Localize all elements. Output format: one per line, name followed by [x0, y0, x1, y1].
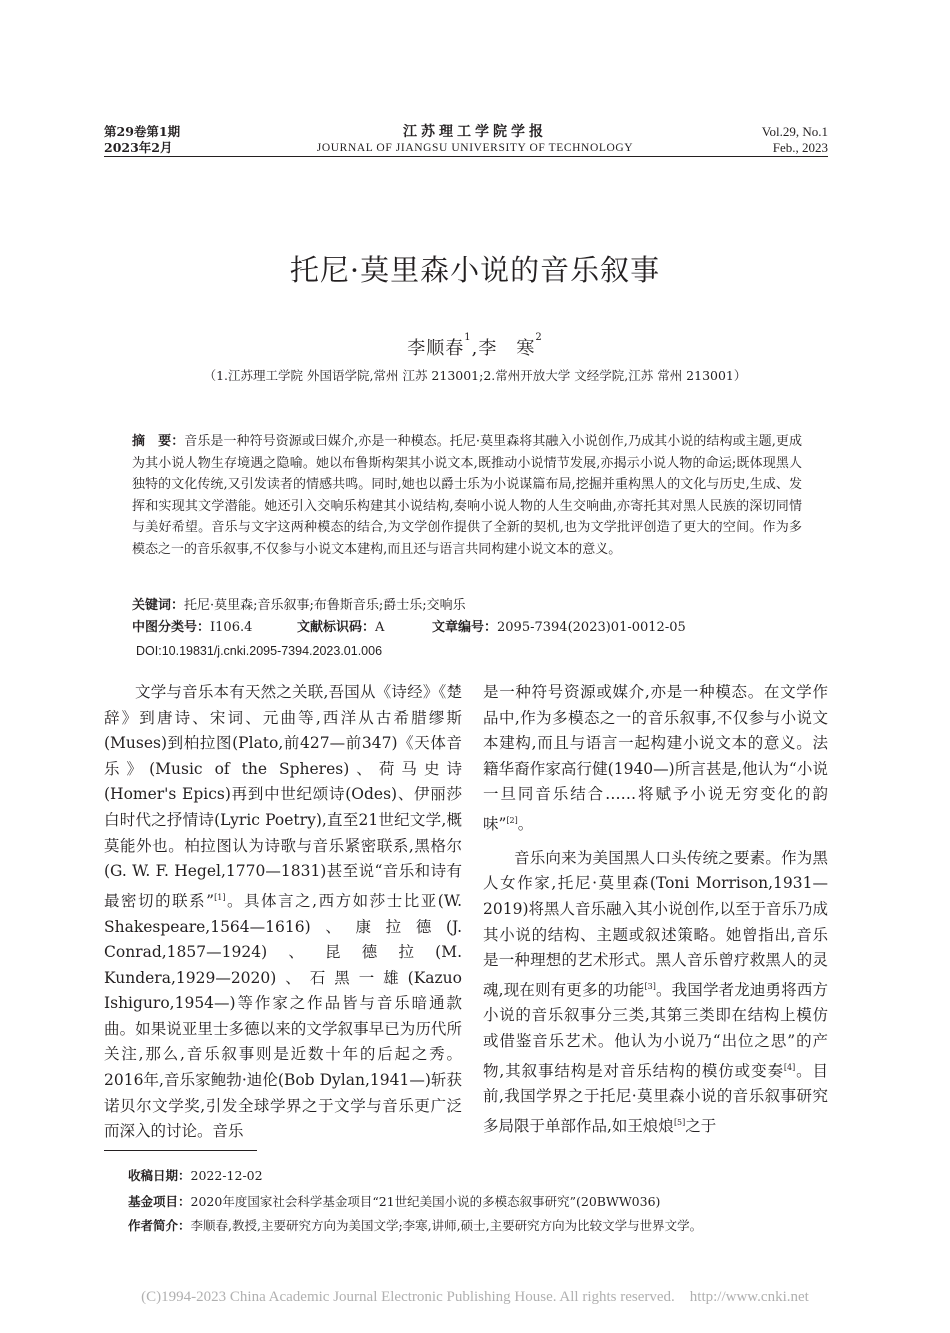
citation-mark[interactable]: [5]	[673, 1117, 686, 1127]
author-bio: 作者简介：李顺春,教授,主要研究方向为美国文学;李寒,讲师,硕士,主要研究方向为比较文学与世界文学。	[128, 1218, 703, 1233]
keywords	[132, 594, 466, 613]
article-number-label: 文章编号：	[432, 620, 498, 635]
keywords-label: 关键词：	[132, 598, 185, 613]
abstract	[132, 431, 802, 561]
keywords-text: 托尼·莫里森;音乐叙事;布鲁斯音乐;爵士乐;交响乐	[184, 598, 466, 613]
affiliation-mark: 1	[464, 332, 472, 343]
author-name: 李 寒	[478, 338, 536, 359]
issue-info-en	[762, 124, 828, 156]
author-line	[0, 334, 950, 360]
author-name: 李顺春	[407, 338, 465, 359]
clc-code: I106.4	[210, 620, 253, 635]
volume-number: 第29卷第1期	[104, 124, 181, 139]
received-date: 收稿日期：2022-12-02	[128, 1168, 263, 1183]
body-column-left	[104, 680, 462, 1145]
volume-number-en: Vol.29, No.1	[761, 124, 828, 139]
issue-date-en: Feb., 2023	[772, 140, 828, 155]
copyright-footer: (C)1994-2023 China Academic Journal Electronic Publishing House. All rights reserved. http://www.cnki.net	[141, 1289, 809, 1305]
citation-mark[interactable]: [4]	[783, 1062, 796, 1072]
abstract-label: 摘 要：	[132, 434, 185, 449]
fund-info: 基金项目：2020年度国家社会科学基金项目“21世纪美国小说的多模态叙事研究”(20BWW036)	[128, 1194, 661, 1209]
issue-date: 2023年2月	[104, 140, 173, 155]
body-column-right	[483, 680, 828, 1140]
affiliation-mark: 2	[535, 332, 543, 343]
paper-title: 托尼·莫里森小说的音乐叙事	[289, 253, 661, 287]
citation-mark[interactable]: [1]	[214, 892, 226, 902]
issue-info	[104, 124, 180, 156]
journal-name-cn: 江苏理工学院学报	[403, 124, 547, 140]
citation-mark[interactable]: [3]	[644, 981, 656, 991]
paragraph: 文学与音乐本有天然之关联,吾国从《诗经》《楚辞》到唐诗、宋词、元曲等,西洋从古希腊缪斯(Muses)到柏拉图(Plato,前427—前347)《天体音乐》(Music of the Spheres)、荷马史诗(Homer's Epics)再到中世纪颂诗(Odes)、伊丽莎白时代之抒情诗(Lyric Poetry),直至21世纪文学,概莫能外也。柏拉图认为诗歌与音乐紧密联系,黑格尔(G. W. F. Hegel,1770—1831)甚至说“音乐和诗有最密切的联系”[1]。具体言之,西方如莎士比亚(W. Shakespeare,1564—1616)、康拉德(J. Conrad,1857—1924)、昆德拉(M. Kundera,1929—2020)、石黑一雄(Kazuo Ishiguro,1954—)等作家之作品皆与音乐暗通款曲。如果说亚里士多德以来的文学叙事早已为历代所关注,那么,音乐叙事则是近数十年的后起之秀。2016年,音乐家鲍勃·迪伦(Bob Dylan,1941—)斩获诺贝尔文学奖,引发全球学界之于文学与音乐更广泛而深入的讨论。音乐	[104, 683, 462, 1141]
classification-line	[132, 616, 832, 635]
article-number: 2095-7394(2023)01-0012-05	[497, 620, 686, 635]
header-divider	[104, 156, 828, 157]
author-separator: ,	[471, 338, 479, 359]
paragraph: 音乐向来为美国黑人口头传统之要素。作为黑人女作家,托尼·莫里森(Toni Morrison,1931—2019)将黑人音乐融入其小说创作,以至于音乐乃成其小说的结构、主题或叙述策略。她曾指出,音乐是一种理想的艺术形式。黑人音乐曾疗救黑人的灵魂,现在则有更多的功能[3]。我国学者龙迪勇将西方小说的音乐叙事分三类,其第三类即在结构上模仿或借鉴音乐艺术。他认为小说乃“出位之思”的产物,其叙事结构是对音乐结构的模仿或变奏[4]。目前,我国学界之于托尼·莫里森小说的音乐叙事研究多局限于单部作品,如王烺烺[5]之于	[483, 848, 828, 1136]
affiliation: （1.江苏理工学院 外国语学院,常州 江苏 213001;2.常州开放大学 文经学院,江苏 常州 213001）	[203, 368, 747, 383]
doc-code-label: 文献标识码：	[297, 620, 376, 635]
journal-name-en: JOURNAL OF JIANGSU UNIVERSITY OF TECHNOLOGY	[316, 142, 634, 154]
citation-mark[interactable]: [2]	[506, 815, 518, 825]
footnote-divider	[104, 1150, 257, 1151]
clc-label: 中图分类号：	[132, 620, 211, 635]
journal-name	[300, 124, 650, 155]
doi[interactable]: DOI:10.19831/j.cnki.2095-7394.2023.01.006	[136, 644, 383, 658]
abstract-text: 音乐是一种符号资源或曰媒介,亦是一种模态。托尼·莫里森将其融入小说创作,乃成其小说的结构或主题,更成为其小说人物生存境遇之隐喻。她以布鲁斯构架其小说文本,既推动小说情节发展,亦揭示小说人物的命运;既体现黑人独特的文化传统,又引发读者的情感共鸣。同时,她也以爵士乐为小说谋篇布局,挖掘并重构黑人的文化与历史,生成、发挥和实现其文学潜能。她还引入交响乐构建其小说结构,奏响小说人物的人生交响曲,亦寄托其对黑人民族的深切同情与美好希望。音乐与文字这两种模态的结合,为文学创作提供了全新的契机,也为文学批评创造了更大的空间。作为多模态之一的音乐叙事,不仅参与小说文本建构,而且还与语言共同构建小说文本的意义。	[132, 434, 802, 557]
paragraph: 是一种符号资源或媒介,亦是一种模态。在文学作品中,作为多模态之一的音乐叙事,不仅参与小说文本建构,而且与语言一起构建小说文本的意义。法籍华裔作家高行健(1940—)所言甚是,他认为“小说一旦同音乐结合……将赋予小说无穷变化的韵味”[2]。	[483, 683, 828, 834]
doc-code: A	[375, 620, 385, 635]
